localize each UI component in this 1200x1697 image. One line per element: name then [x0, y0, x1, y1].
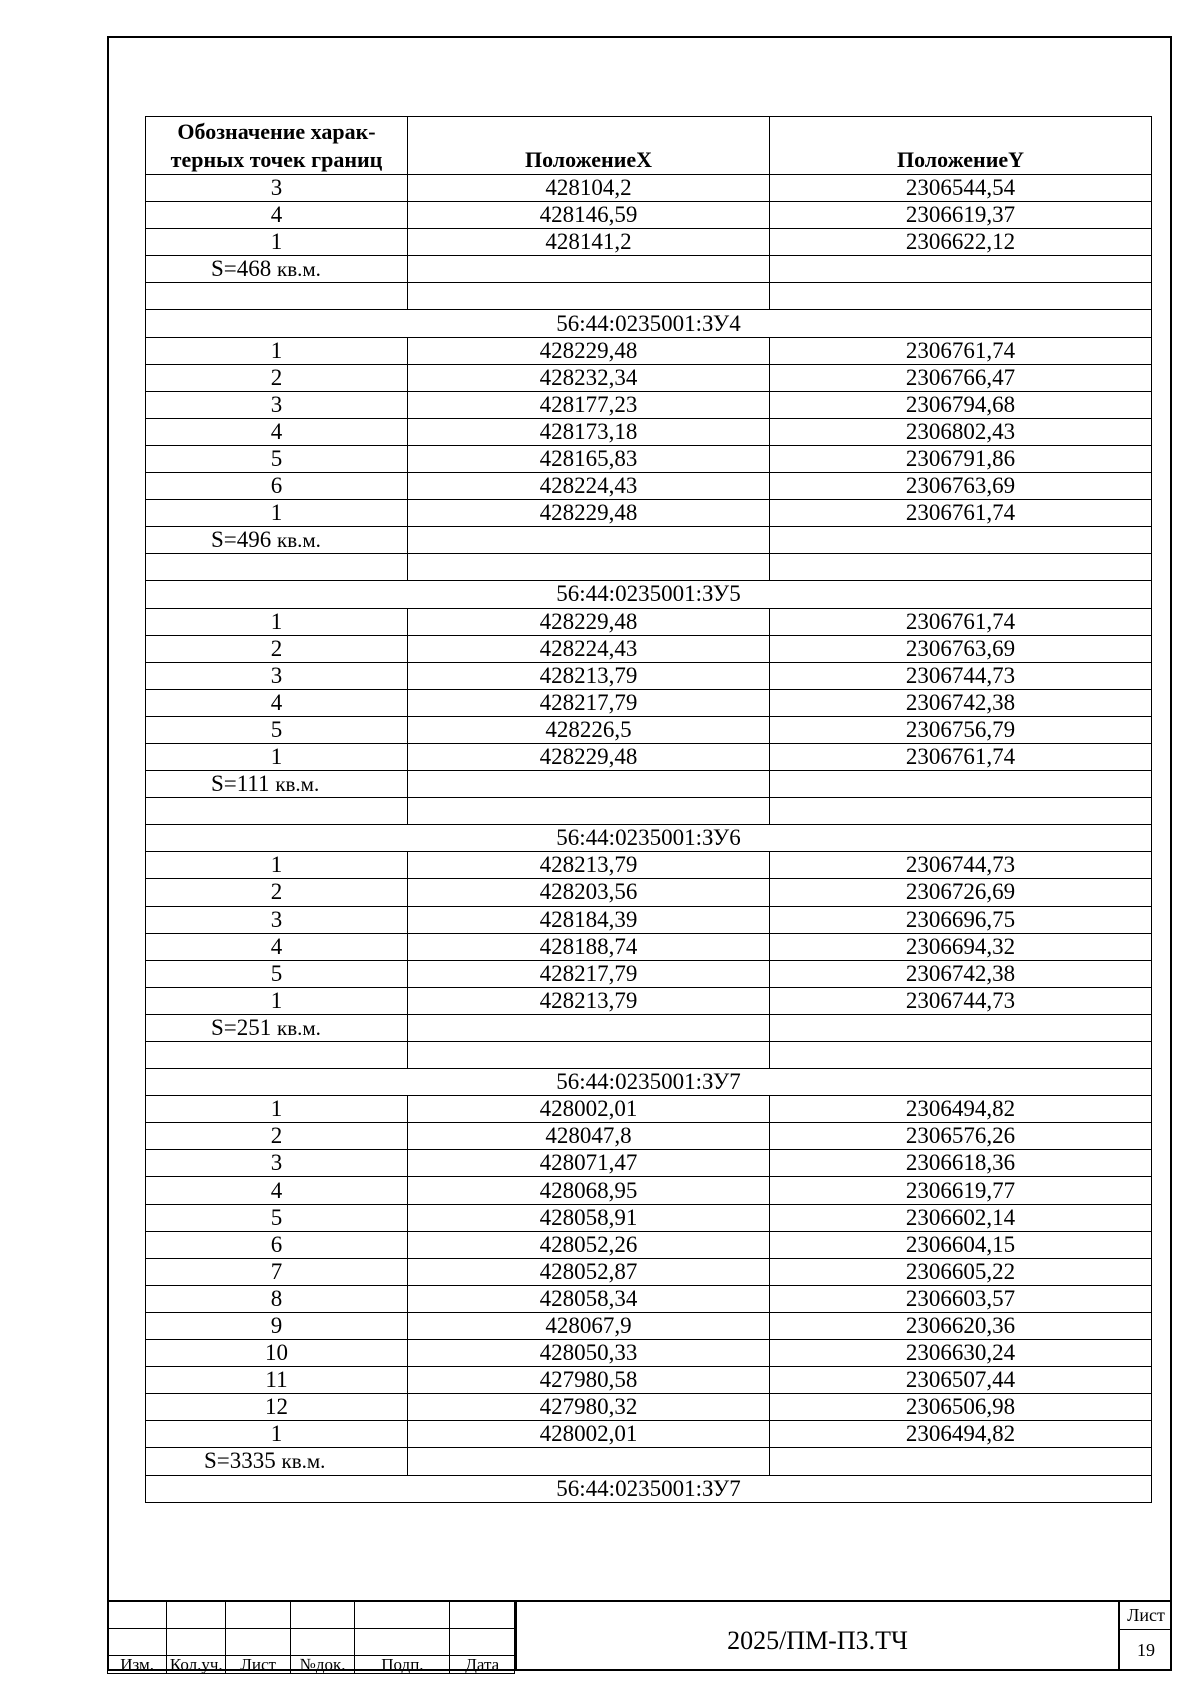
table-row [146, 608, 1152, 635]
area-value [146, 1014, 408, 1041]
position-x: 428058,91 [408, 1204, 770, 1231]
point-number: 4 [146, 689, 408, 716]
area-value [146, 771, 408, 798]
area-value [146, 1448, 408, 1475]
position-y: 2306763,69 [770, 635, 1152, 662]
table-row [146, 635, 1152, 662]
point-number: 1 [146, 1096, 408, 1123]
sheet-label: Лист [1120, 1602, 1172, 1630]
section-header-row [146, 581, 1152, 608]
area-row [146, 527, 1152, 554]
position-x: 428188,74 [408, 933, 770, 960]
point-number: 1 [146, 852, 408, 879]
point-number: 10 [146, 1340, 408, 1367]
point-number: 3 [146, 662, 408, 689]
position-x: 428047,8 [408, 1123, 770, 1150]
stamp-cell [450, 1628, 515, 1655]
table-row [146, 1123, 1152, 1150]
area-unit: кв.м. [277, 257, 321, 282]
stamp-cell [167, 1628, 226, 1655]
area-value [146, 256, 408, 283]
header-position-x: ПоложениеX [408, 117, 770, 175]
section-header-row [146, 310, 1152, 337]
point-number: 4 [146, 418, 408, 445]
table-row [146, 500, 1152, 527]
point-number: 1 [146, 987, 408, 1014]
position-x: 428177,23 [408, 391, 770, 418]
point-number: 1 [146, 1421, 408, 1448]
header-point-designation: Обозначение харак-терных точек границ [146, 117, 408, 175]
point-number: 1 [146, 337, 408, 364]
position-y: 2306694,32 [770, 933, 1152, 960]
position-y: 2306802,43 [770, 418, 1152, 445]
position-x: 428184,39 [408, 906, 770, 933]
point-number: 1 [146, 743, 408, 770]
position-x: 427980,32 [408, 1394, 770, 1421]
title-block-grid [107, 1600, 515, 1674]
area-number: S=468 [211, 256, 272, 282]
point-number: 1 [146, 500, 408, 527]
empty-cell [146, 554, 408, 581]
point-number: 1 [146, 229, 408, 256]
document-code: 2025/ПМ-ПЗ.ТЧ [515, 1600, 1118, 1671]
empty-cell [408, 1448, 770, 1475]
position-x: 428002,01 [408, 1096, 770, 1123]
table-row [146, 1421, 1152, 1448]
position-x: 427980,58 [408, 1367, 770, 1394]
position-x: 428217,79 [408, 960, 770, 987]
point-number: 1 [146, 608, 408, 635]
title-block [107, 1600, 1172, 1674]
empty-cell [770, 1014, 1152, 1041]
empty-cell [408, 256, 770, 283]
position-y: 2306761,74 [770, 743, 1152, 770]
position-y: 2306726,69 [770, 879, 1152, 906]
position-y: 2306763,69 [770, 473, 1152, 500]
stamp-cell [290, 1628, 354, 1655]
empty-cell [770, 771, 1152, 798]
position-y: 2306507,44 [770, 1367, 1152, 1394]
section-header-row [146, 1069, 1152, 1096]
position-x: 428232,34 [408, 364, 770, 391]
position-x: 428224,43 [408, 635, 770, 662]
table-row [146, 960, 1152, 987]
position-x: 428213,79 [408, 987, 770, 1014]
position-y: 2306791,86 [770, 445, 1152, 472]
table-row [146, 1150, 1152, 1177]
point-number: 3 [146, 391, 408, 418]
stamp-label-podp: Подп. [355, 1655, 450, 1673]
coordinates-body [146, 175, 1152, 1503]
empty-cell [770, 798, 1152, 825]
table-row [146, 473, 1152, 500]
position-x: 428165,83 [408, 445, 770, 472]
position-y: 2306603,57 [770, 1285, 1152, 1312]
position-y: 2306761,74 [770, 608, 1152, 635]
table-row [146, 1258, 1152, 1285]
position-x: 428146,59 [408, 202, 770, 229]
table-row [146, 1340, 1152, 1367]
parcel-id: 56:44:0235001:ЗУ4 [146, 310, 1152, 337]
position-x: 428229,48 [408, 500, 770, 527]
area-value [146, 527, 408, 554]
empty-cell [770, 1042, 1152, 1069]
table-row [146, 716, 1152, 743]
blank-row [146, 554, 1152, 581]
position-y: 2306761,74 [770, 500, 1152, 527]
position-y: 2306494,82 [770, 1421, 1152, 1448]
stamp-label-ndok: №док. [290, 1655, 354, 1673]
point-number: 3 [146, 906, 408, 933]
empty-cell [146, 283, 408, 310]
area-row [146, 1014, 1152, 1041]
area-number: S=3335 [204, 1448, 276, 1474]
empty-cell [408, 554, 770, 581]
table-row [146, 1204, 1152, 1231]
parcel-id: 56:44:0235001:ЗУ5 [146, 581, 1152, 608]
position-y: 2306494,82 [770, 1096, 1152, 1123]
stamp-cell [108, 1601, 167, 1628]
empty-cell [770, 283, 1152, 310]
position-x: 428050,33 [408, 1340, 770, 1367]
position-y: 2306602,14 [770, 1204, 1152, 1231]
position-x: 428226,5 [408, 716, 770, 743]
empty-cell [408, 1014, 770, 1041]
point-number: 4 [146, 933, 408, 960]
position-x: 428067,9 [408, 1312, 770, 1339]
area-row [146, 1448, 1152, 1475]
position-y: 2306756,79 [770, 716, 1152, 743]
position-y: 2306576,26 [770, 1123, 1152, 1150]
table-row [146, 689, 1152, 716]
empty-cell [770, 554, 1152, 581]
point-number: 12 [146, 1394, 408, 1421]
blank-row [146, 798, 1152, 825]
point-number: 8 [146, 1285, 408, 1312]
area-unit: кв.м. [281, 1449, 326, 1474]
point-number: 7 [146, 1258, 408, 1285]
position-x: 428052,26 [408, 1231, 770, 1258]
table-row [146, 743, 1152, 770]
table-row [146, 202, 1152, 229]
position-x: 428141,2 [408, 229, 770, 256]
sheet-box [1118, 1600, 1172, 1671]
point-number: 2 [146, 879, 408, 906]
table-row [146, 175, 1152, 202]
stamp-cell [355, 1628, 450, 1655]
point-number: 3 [146, 1150, 408, 1177]
area-row [146, 771, 1152, 798]
empty-cell [408, 798, 770, 825]
empty-cell [408, 283, 770, 310]
stamp-cell [355, 1601, 450, 1628]
point-number: 4 [146, 1177, 408, 1204]
sheet-number: 19 [1137, 1640, 1155, 1660]
point-number: 2 [146, 635, 408, 662]
point-number: 2 [146, 364, 408, 391]
table-row [146, 1231, 1152, 1258]
table-header-row [146, 117, 1152, 175]
position-x: 428203,56 [408, 879, 770, 906]
table-row [146, 364, 1152, 391]
stamp-label-data: Дата [450, 1655, 515, 1673]
position-x: 428058,34 [408, 1285, 770, 1312]
table-row [146, 933, 1152, 960]
position-y: 2306744,73 [770, 987, 1152, 1014]
table-row [146, 445, 1152, 472]
blank-row [146, 1042, 1152, 1069]
position-y: 2306506,98 [770, 1394, 1152, 1421]
position-x: 428229,48 [408, 743, 770, 770]
point-number: 11 [146, 1367, 408, 1394]
point-number: 5 [146, 716, 408, 743]
position-y: 2306605,22 [770, 1258, 1152, 1285]
empty-cell [146, 798, 408, 825]
point-number: 3 [146, 175, 408, 202]
empty-cell [146, 1042, 408, 1069]
section-header-row [146, 825, 1152, 852]
position-y: 2306696,75 [770, 906, 1152, 933]
point-number: 6 [146, 473, 408, 500]
point-number: 5 [146, 445, 408, 472]
parcel-id: 56:44:0235001:ЗУ6 [146, 825, 1152, 852]
position-y: 2306744,73 [770, 852, 1152, 879]
position-x: 428224,43 [408, 473, 770, 500]
table-row [146, 1177, 1152, 1204]
position-x: 428071,47 [408, 1150, 770, 1177]
area-unit: кв.м. [275, 772, 320, 797]
stamp-cell [450, 1601, 515, 1628]
area-row [146, 256, 1152, 283]
table-row [146, 987, 1152, 1014]
table-row [146, 662, 1152, 689]
position-x: 428229,48 [408, 608, 770, 635]
position-x: 428229,48 [408, 337, 770, 364]
position-x: 428213,79 [408, 852, 770, 879]
position-y: 2306794,68 [770, 391, 1152, 418]
position-x: 428213,79 [408, 662, 770, 689]
point-number: 6 [146, 1231, 408, 1258]
table-row [146, 1367, 1152, 1394]
position-y: 2306620,36 [770, 1312, 1152, 1339]
empty-cell [408, 1042, 770, 1069]
position-y: 2306604,15 [770, 1231, 1152, 1258]
position-y: 2306766,47 [770, 364, 1152, 391]
point-number: 5 [146, 1204, 408, 1231]
position-x: 428173,18 [408, 418, 770, 445]
table-row [146, 906, 1152, 933]
position-y: 2306742,38 [770, 960, 1152, 987]
empty-cell [408, 527, 770, 554]
position-y: 2306761,74 [770, 337, 1152, 364]
stamp-cell [290, 1601, 354, 1628]
point-number: 9 [146, 1312, 408, 1339]
position-x: 428104,2 [408, 175, 770, 202]
position-x: 428217,79 [408, 689, 770, 716]
table-row [146, 418, 1152, 445]
empty-cell [408, 771, 770, 798]
position-y: 2306618,36 [770, 1150, 1152, 1177]
position-y: 2306619,77 [770, 1177, 1152, 1204]
table-row [146, 1096, 1152, 1123]
table-row [146, 852, 1152, 879]
stamp-label-list: Лист [226, 1655, 290, 1673]
table-row [146, 337, 1152, 364]
area-number: S=496 [211, 527, 272, 553]
position-y: 2306619,37 [770, 202, 1152, 229]
table-row [146, 229, 1152, 256]
section-header-row [146, 1475, 1152, 1502]
stamp-cell [167, 1601, 226, 1628]
table-row [146, 1312, 1152, 1339]
table-row [146, 391, 1152, 418]
stamp-cell [108, 1628, 167, 1655]
table-row [146, 1394, 1152, 1421]
position-y: 2306742,38 [770, 689, 1152, 716]
stamp-cell [226, 1628, 290, 1655]
stamp-label-kol-uch: Кол.уч. [167, 1655, 226, 1673]
point-number: 5 [146, 960, 408, 987]
empty-cell [770, 527, 1152, 554]
area-unit: кв.м. [277, 1015, 321, 1040]
position-x: 428002,01 [408, 1421, 770, 1448]
position-y: 2306622,12 [770, 229, 1152, 256]
header-position-y: ПоложениеY [770, 117, 1152, 175]
coordinates-table [145, 116, 1152, 1503]
blank-row [146, 283, 1152, 310]
table-row [146, 1285, 1152, 1312]
empty-cell [770, 256, 1152, 283]
table-row [146, 879, 1152, 906]
position-x: 428068,95 [408, 1177, 770, 1204]
position-y: 2306630,24 [770, 1340, 1152, 1367]
parcel-id: 56:44:0235001:ЗУ7 [146, 1475, 1152, 1502]
point-number: 4 [146, 202, 408, 229]
position-x: 428052,87 [408, 1258, 770, 1285]
stamp-cell [226, 1601, 290, 1628]
area-unit: кв.м. [277, 528, 321, 553]
point-number: 2 [146, 1123, 408, 1150]
empty-cell [770, 1448, 1152, 1475]
area-number: S=111 [211, 771, 270, 797]
position-y: 2306544,54 [770, 175, 1152, 202]
area-number: S=251 [211, 1014, 272, 1040]
stamp-label-izm: Изм. [108, 1655, 167, 1673]
position-y: 2306744,73 [770, 662, 1152, 689]
parcel-id: 56:44:0235001:ЗУ7 [146, 1069, 1152, 1096]
